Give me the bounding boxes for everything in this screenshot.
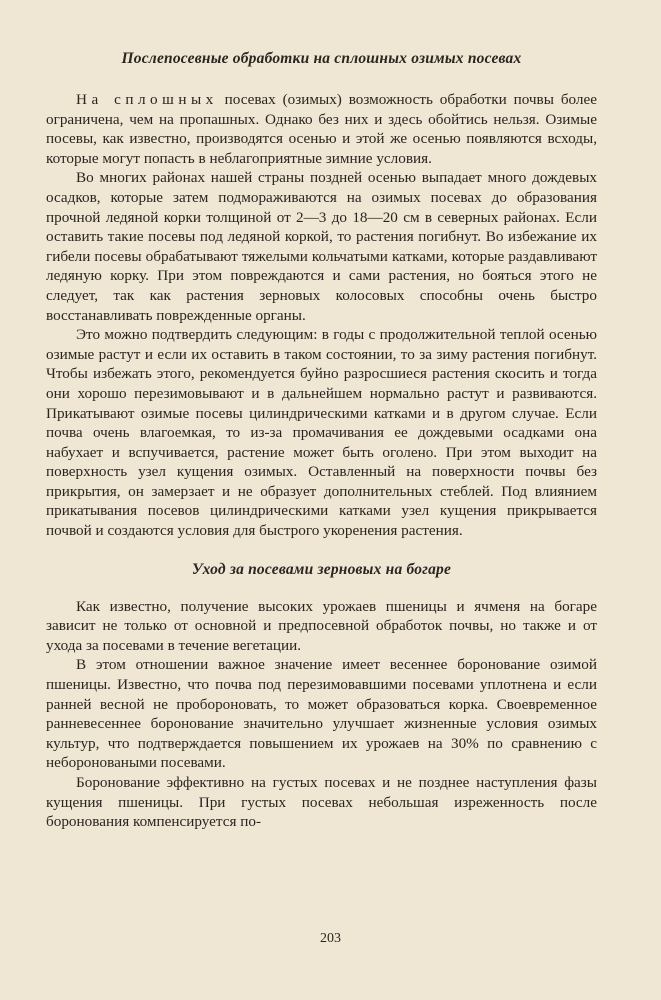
section-heading-dryland-care: Уход за посевами зерновых на богаре	[191, 560, 452, 578]
section-heading-post-sowing: Послепосевные обработки на сплошных озимых посевах	[121, 50, 522, 67]
paragraph-4: Как известно, получение высоких урожаев пшеницы и ячменя на богаре зависит не только от основной и предпосевной обработок почвы, но также и от ухода за посевами в течение вегетации.	[46, 597, 597, 654]
paragraph-1	[46, 90, 597, 168]
page-number: 203	[320, 931, 341, 946]
paragraph-6: Боронование эффективно на густых посевах и не позднее наступления фазы кущения пшеницы. При густых посевах небольшая изреженность после боронования компенсируется по-	[46, 774, 597, 831]
page-content	[46, 50, 597, 832]
paragraph-1-text: посевах (озимых) возможность обработки почвы более ограничена, чем на пропашных. Однако без них и здесь обойтись нельзя. Озимые посевы, как известно, производятся осенью и этой же осенью появляются всходы, которые могут попасть в неблагоприятные зимние условия.	[46, 91, 597, 167]
paragraph-2: Во многих районах нашей страны поздней осенью выпадает много дождевых осадков, которые затем подмораживаются на озимых посевах до образования прочной ледяной корки толщиной от 2—3 до 18—20 см в северных районах. Если оставить такие посевы под ледяной коркой, то растения погибнут. Во избежание их гибели посевы обрабатывают тяжелыми кольчатыми катками, которые раздавливают ледяную корку. При этом повреждаются и сами растения, но бояться этого не следует, так как растения зерновых колосовых способны очень быстро восстанавливать поврежденные органы.	[46, 169, 597, 324]
spaced-lead-text: На сплошных	[76, 91, 218, 108]
paragraph-3: Это можно подтвердить следующим: в годы с продолжительной теплой осенью озимые растут и если их оставить в таком состоянии, то за зиму растения погибнут. Чтобы избежать этого, рекомендуется буйно разросшиеся растения скосить и тогда они хорошо перезимовывают и в дальнейшем нормально растут и развиваются. Прикатывают озимые посевы цилиндрическими катками и в другом случае. Если почва очень влагоемкая, то из-за промачивания ее дождевыми осадками она набухает и вспучивается, растение может быть оголено. При этом выходит на поверхность узел кущения озимых. Оставленный на поверхности почвы без прикрытия, он замерзает и не образует дополнительных стеблей. Под влиянием прикатывания посевов цилиндрическими катками узел кущения прикрывается почвой и создаются условия для быстрого укоренения растения.	[46, 326, 597, 540]
paragraph-5: В этом отношении важное значение имеет весеннее боронование озимой пшеницы. Известно, что почва под перезимовавшими посевами уплотнена и если ранней весной не пробороновать, то может образоваться корка. Своевременное ранневесеннее боронование значительно улучшает жизненные условия озимых культур, что подтверждается повышением их урожаев на 30% по сравнению с небороноваными посевами.	[46, 656, 597, 772]
